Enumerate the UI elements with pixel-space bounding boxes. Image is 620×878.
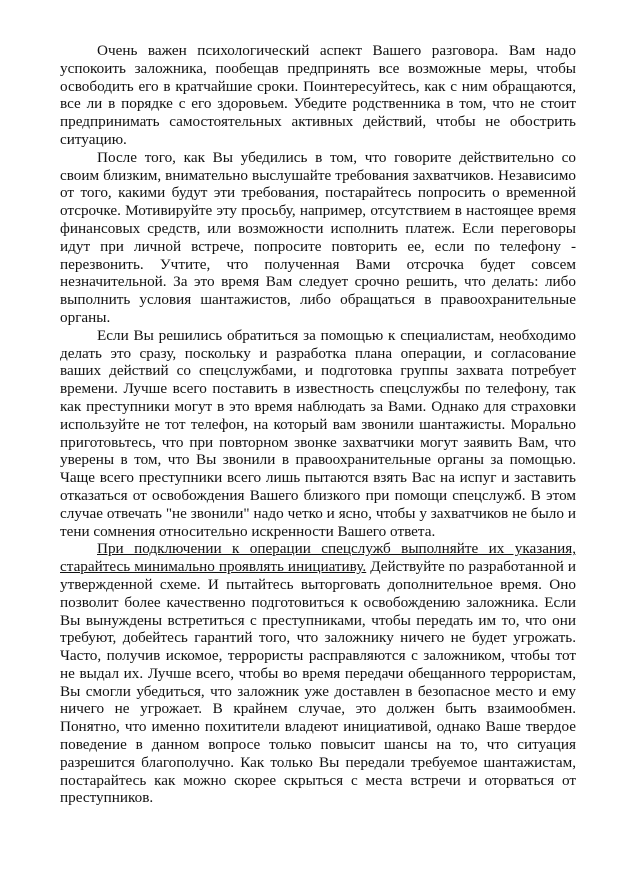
document-page	[60, 42, 576, 807]
paragraph-psychology	[60, 42, 576, 149]
paragraph-text: После того, как Вы убедились в том, что говорите действительно со своим близким, внимательно выслушайте требования захватчиков. Независимо от того, какими будут эти требования, постарайтесь попросить о временной отсрочке. Мотивируйте эту просьбу, например, отсутствием в настоящее время финансовых средств, или возможности исполнить платеж. Если переговоры идут при личной встрече, попросите повторить ее, если по телефону - перезвонить. Учтите, что полученная Вами отсрочка будет совсем незначительной. За это время Вам следует срочно решить, что делать: либо выполнить условия шантажистов, либо обращаться в правоохранительные органы.	[60, 148, 576, 326]
paragraph-specialists	[60, 327, 576, 541]
paragraph-demands	[60, 149, 576, 327]
underlined-instruction: При подключении к операции спецслужб выполняйте их указания, старайтесь минимально проявлять инициативу.	[60, 540, 576, 576]
paragraph-text: Очень важен психологический аспект Вашего разговора. Вам надо успокоить заложника, пообещав предпринять все возможные меры, чтобы освободить его в кратчайшие сроки. Поинтересуйтесь, как с ним обращаются, все ли в порядке с его здоровьем. Убедите родственника в том, что не стоит предпринимать самостоятельных активных действий, чтобы не обострить ситуацию.	[60, 42, 576, 148]
paragraph-operation	[60, 540, 576, 807]
paragraph-text: Если Вы решились обратиться за помощью к специалистам, необходимо делать это сразу, поскольку и разработка плана операции, и согласование ваших действий со спецслужбами, и подготовка группы захвата потребует времени. Лучше всего поставить в известность спецслужбы по телефону, так как преступники могут в это время наблюдать за Вами. Однако для страховки используйте не тот телефон, на который вам звонили шантажисты. Морально приготовьтесь, что при повторном звонке захватчики могут заявить Вам, что уверены в том, что Вы звонили в правоохранительные органы за помощью. Чаще всего преступники всего лишь пытаются взять Вас на испуг и заставить отказаться от освобождения Вашего близкого при помощи спецслужб. В этом случае отвечать "не звонили" надо четко и ясно, чтобы у захватчиков не было и тени сомнения относительно искренности Вашего ответа.	[60, 326, 576, 540]
paragraph-text: Действуйте по разработанной и утвержденной схеме. И пытайтесь выторговать дополнительное время. Оно позволит более качественно подготовиться к освобождению заложника. Если Вы вынуждены встретиться с преступниками, чтобы передать им то, что они требуют, добейтесь гарантий того, что заложнику ничего не будет угрожать. Часто, получив искомое, террористы расправляются с заложником, чтобы тот не выдал их. Лучше всего, чтобы во время передачи обещанного террористам, Вы смогли убедиться, что заложник уже доставлен в безопасное место и ему ничего не угрожает. В крайнем случае, это должен быть взаимообмен. Понятно, что именно похитители владеют инициативой, однако Ваше твердое поведение в данном вопросе только повысит шансы на то, что ситуация разрешится благополучно. Как только Вы передали требуемое шантажистам, постарайтесь как можно скорее скрыться с места встречи и оторваться от преступников.	[60, 558, 576, 807]
